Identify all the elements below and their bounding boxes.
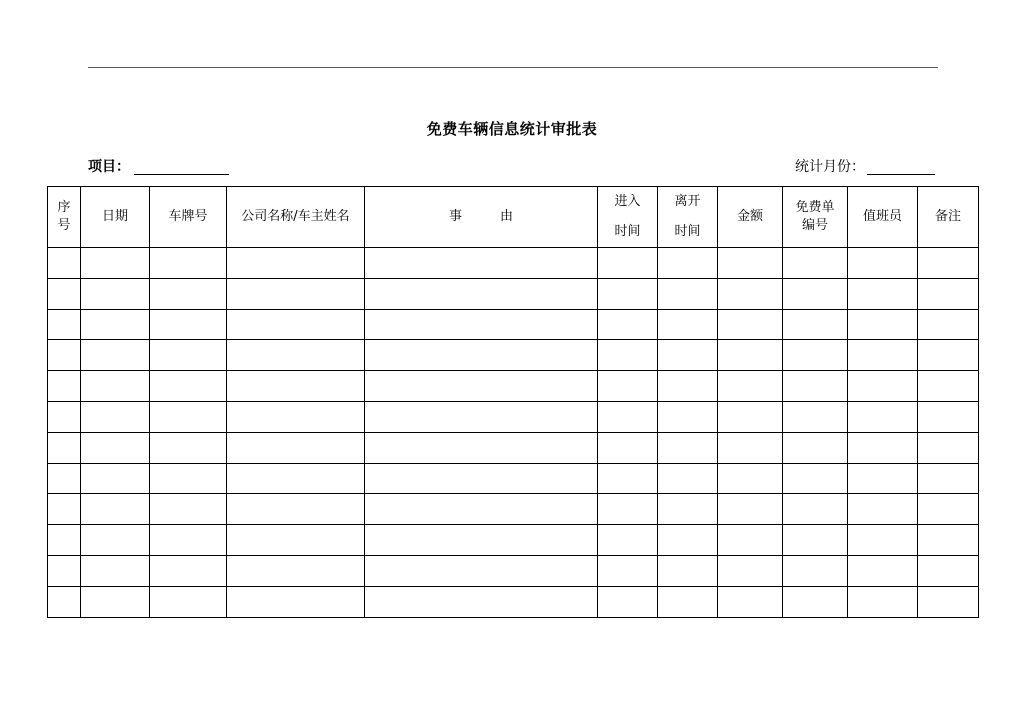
cell-date[interactable] <box>81 432 150 463</box>
cell-staff[interactable] <box>848 248 918 279</box>
month-label: 统计月份： <box>795 159 865 175</box>
cell-plate[interactable] <box>150 555 227 586</box>
cell-plate[interactable] <box>150 340 227 371</box>
cell-amount[interactable] <box>718 586 783 617</box>
column-header-staff: 值班员 <box>848 187 918 248</box>
cell-remark[interactable] <box>918 340 979 371</box>
cell-reason[interactable] <box>365 278 598 309</box>
document-title: 免费车辆信息统计审批表 <box>426 120 598 138</box>
cell-free-no[interactable] <box>783 586 848 617</box>
cell-enter-time[interactable] <box>598 555 658 586</box>
cell-free-no[interactable] <box>783 401 848 432</box>
cell-date[interactable] <box>81 555 150 586</box>
column-header-plate: 车牌号 <box>150 187 227 248</box>
cell-reason[interactable] <box>365 248 598 279</box>
cell-enter-time[interactable] <box>598 309 658 340</box>
cell-leave-time[interactable] <box>658 278 718 309</box>
cell-enter-time[interactable] <box>598 278 658 309</box>
table-row <box>48 586 979 617</box>
cell-leave-time[interactable] <box>658 432 718 463</box>
cell-date[interactable] <box>81 248 150 279</box>
cell-staff[interactable] <box>848 309 918 340</box>
cell-free-no[interactable] <box>783 278 848 309</box>
project-field <box>88 157 229 177</box>
cell-date[interactable] <box>81 525 150 556</box>
cell-free-no[interactable] <box>783 463 848 494</box>
cell-amount[interactable] <box>718 463 783 494</box>
cell-seq[interactable] <box>48 586 81 617</box>
cell-staff[interactable] <box>848 401 918 432</box>
column-header-owner: 公司名称/车主姓名 <box>227 187 365 248</box>
month-blank[interactable] <box>867 158 935 175</box>
cell-staff[interactable] <box>848 340 918 371</box>
table-row <box>48 309 979 340</box>
cell-plate[interactable] <box>150 278 227 309</box>
table-row <box>48 371 979 402</box>
cell-reason[interactable] <box>365 340 598 371</box>
column-header-enter-time: 进入 时间 <box>598 187 658 248</box>
cell-plate[interactable] <box>150 432 227 463</box>
cell-enter-time[interactable] <box>598 463 658 494</box>
month-field <box>795 157 935 177</box>
cell-seq[interactable] <box>48 525 81 556</box>
cell-owner[interactable] <box>227 525 365 556</box>
cell-owner[interactable] <box>227 463 365 494</box>
cell-staff[interactable] <box>848 463 918 494</box>
cell-enter-time[interactable] <box>598 525 658 556</box>
cell-leave-time[interactable] <box>658 401 718 432</box>
cell-seq[interactable] <box>48 432 81 463</box>
cell-seq[interactable] <box>48 278 81 309</box>
cell-enter-time[interactable] <box>598 586 658 617</box>
cell-seq[interactable] <box>48 371 81 402</box>
column-header-free-no: 免费单 编号 <box>783 187 848 248</box>
cell-reason[interactable] <box>365 463 598 494</box>
cell-staff[interactable] <box>848 494 918 525</box>
cell-staff[interactable] <box>848 586 918 617</box>
cell-staff[interactable] <box>848 432 918 463</box>
cell-seq[interactable] <box>48 555 81 586</box>
cell-enter-time[interactable] <box>598 432 658 463</box>
column-header-reason: 事 由 <box>365 187 598 248</box>
cell-remark[interactable] <box>918 586 979 617</box>
cell-free-no[interactable] <box>783 494 848 525</box>
cell-enter-time[interactable] <box>598 248 658 279</box>
cell-reason[interactable] <box>365 401 598 432</box>
cell-remark[interactable] <box>918 494 979 525</box>
table-row <box>48 555 979 586</box>
cell-date[interactable] <box>81 278 150 309</box>
cell-plate[interactable] <box>150 309 227 340</box>
cell-reason[interactable] <box>365 525 598 556</box>
column-header-date: 日期 <box>81 187 150 248</box>
cell-staff[interactable] <box>848 371 918 402</box>
cell-leave-time[interactable] <box>658 340 718 371</box>
table-body <box>48 248 979 618</box>
cell-reason[interactable] <box>365 555 598 586</box>
cell-amount[interactable] <box>718 401 783 432</box>
cell-enter-time[interactable] <box>598 401 658 432</box>
cell-amount[interactable] <box>718 555 783 586</box>
cell-leave-time[interactable] <box>658 525 718 556</box>
cell-reason[interactable] <box>365 432 598 463</box>
cell-remark[interactable] <box>918 278 979 309</box>
cell-seq[interactable] <box>48 248 81 279</box>
cell-plate[interactable] <box>150 463 227 494</box>
table-row <box>48 401 979 432</box>
cell-owner[interactable] <box>227 309 365 340</box>
cell-seq[interactable] <box>48 401 81 432</box>
cell-amount[interactable] <box>718 371 783 402</box>
cell-free-no[interactable] <box>783 525 848 556</box>
cell-reason[interactable] <box>365 309 598 340</box>
table-row <box>48 525 979 556</box>
cell-date[interactable] <box>81 586 150 617</box>
cell-remark[interactable] <box>918 371 979 402</box>
cell-staff[interactable] <box>848 278 918 309</box>
cell-amount[interactable] <box>718 494 783 525</box>
column-header-leave-time: 离开 时间 <box>658 187 718 248</box>
cell-date[interactable] <box>81 463 150 494</box>
column-header-remark: 备注 <box>918 187 979 248</box>
cell-date[interactable] <box>81 401 150 432</box>
cell-seq[interactable] <box>48 309 81 340</box>
column-header-amount: 金额 <box>718 187 783 248</box>
cell-seq[interactable] <box>48 494 81 525</box>
cell-free-no[interactable] <box>783 248 848 279</box>
approval-table <box>47 186 979 618</box>
cell-plate[interactable] <box>150 401 227 432</box>
cell-date[interactable] <box>81 340 150 371</box>
cell-owner[interactable] <box>227 494 365 525</box>
cell-amount[interactable] <box>718 248 783 279</box>
cell-plate[interactable] <box>150 371 227 402</box>
cell-amount[interactable] <box>718 432 783 463</box>
cell-leave-time[interactable] <box>658 463 718 494</box>
cell-leave-time[interactable] <box>658 248 718 279</box>
cell-plate[interactable] <box>150 494 227 525</box>
cell-owner[interactable] <box>227 371 365 402</box>
cell-free-no[interactable] <box>783 432 848 463</box>
cell-remark[interactable] <box>918 309 979 340</box>
cell-free-no[interactable] <box>783 555 848 586</box>
cell-amount[interactable] <box>718 525 783 556</box>
cell-owner[interactable] <box>227 278 365 309</box>
cell-remark[interactable] <box>918 432 979 463</box>
cell-date[interactable] <box>81 309 150 340</box>
cell-leave-time[interactable] <box>658 555 718 586</box>
cell-leave-time[interactable] <box>658 586 718 617</box>
cell-seq[interactable] <box>48 463 81 494</box>
cell-leave-time[interactable] <box>658 371 718 402</box>
cell-free-no[interactable] <box>783 371 848 402</box>
cell-amount[interactable] <box>718 278 783 309</box>
table-row <box>48 494 979 525</box>
cell-staff[interactable] <box>848 525 918 556</box>
cell-seq[interactable] <box>48 340 81 371</box>
cell-leave-time[interactable] <box>658 494 718 525</box>
column-header-seq: 序 号 <box>48 187 81 248</box>
cell-free-no[interactable] <box>783 340 848 371</box>
table-row <box>48 340 979 371</box>
cell-date[interactable] <box>81 371 150 402</box>
cell-remark[interactable] <box>918 401 979 432</box>
table-row <box>48 278 979 309</box>
cell-owner[interactable] <box>227 340 365 371</box>
cell-owner[interactable] <box>227 432 365 463</box>
cell-plate[interactable] <box>150 586 227 617</box>
cell-reason[interactable] <box>365 371 598 402</box>
cell-owner[interactable] <box>227 401 365 432</box>
cell-owner[interactable] <box>227 555 365 586</box>
cell-date[interactable] <box>81 494 150 525</box>
cell-owner[interactable] <box>227 248 365 279</box>
cell-remark[interactable] <box>918 525 979 556</box>
table-row <box>48 463 979 494</box>
cell-amount[interactable] <box>718 340 783 371</box>
cell-remark[interactable] <box>918 248 979 279</box>
table-header <box>48 187 979 248</box>
cell-reason[interactable] <box>365 494 598 525</box>
cell-amount[interactable] <box>718 309 783 340</box>
cell-staff[interactable] <box>848 555 918 586</box>
cell-free-no[interactable] <box>783 309 848 340</box>
table-row <box>48 248 979 279</box>
project-blank[interactable] <box>134 158 229 175</box>
cell-leave-time[interactable] <box>658 309 718 340</box>
cell-enter-time[interactable] <box>598 340 658 371</box>
cell-owner[interactable] <box>227 586 365 617</box>
cell-reason[interactable] <box>365 586 598 617</box>
cell-enter-time[interactable] <box>598 371 658 402</box>
header-rule <box>88 67 938 68</box>
cell-enter-time[interactable] <box>598 494 658 525</box>
cell-plate[interactable] <box>150 248 227 279</box>
cell-remark[interactable] <box>918 555 979 586</box>
cell-plate[interactable] <box>150 525 227 556</box>
cell-remark[interactable] <box>918 463 979 494</box>
project-label: 项目： <box>88 159 130 175</box>
header-row <box>48 187 979 248</box>
table-row <box>48 432 979 463</box>
